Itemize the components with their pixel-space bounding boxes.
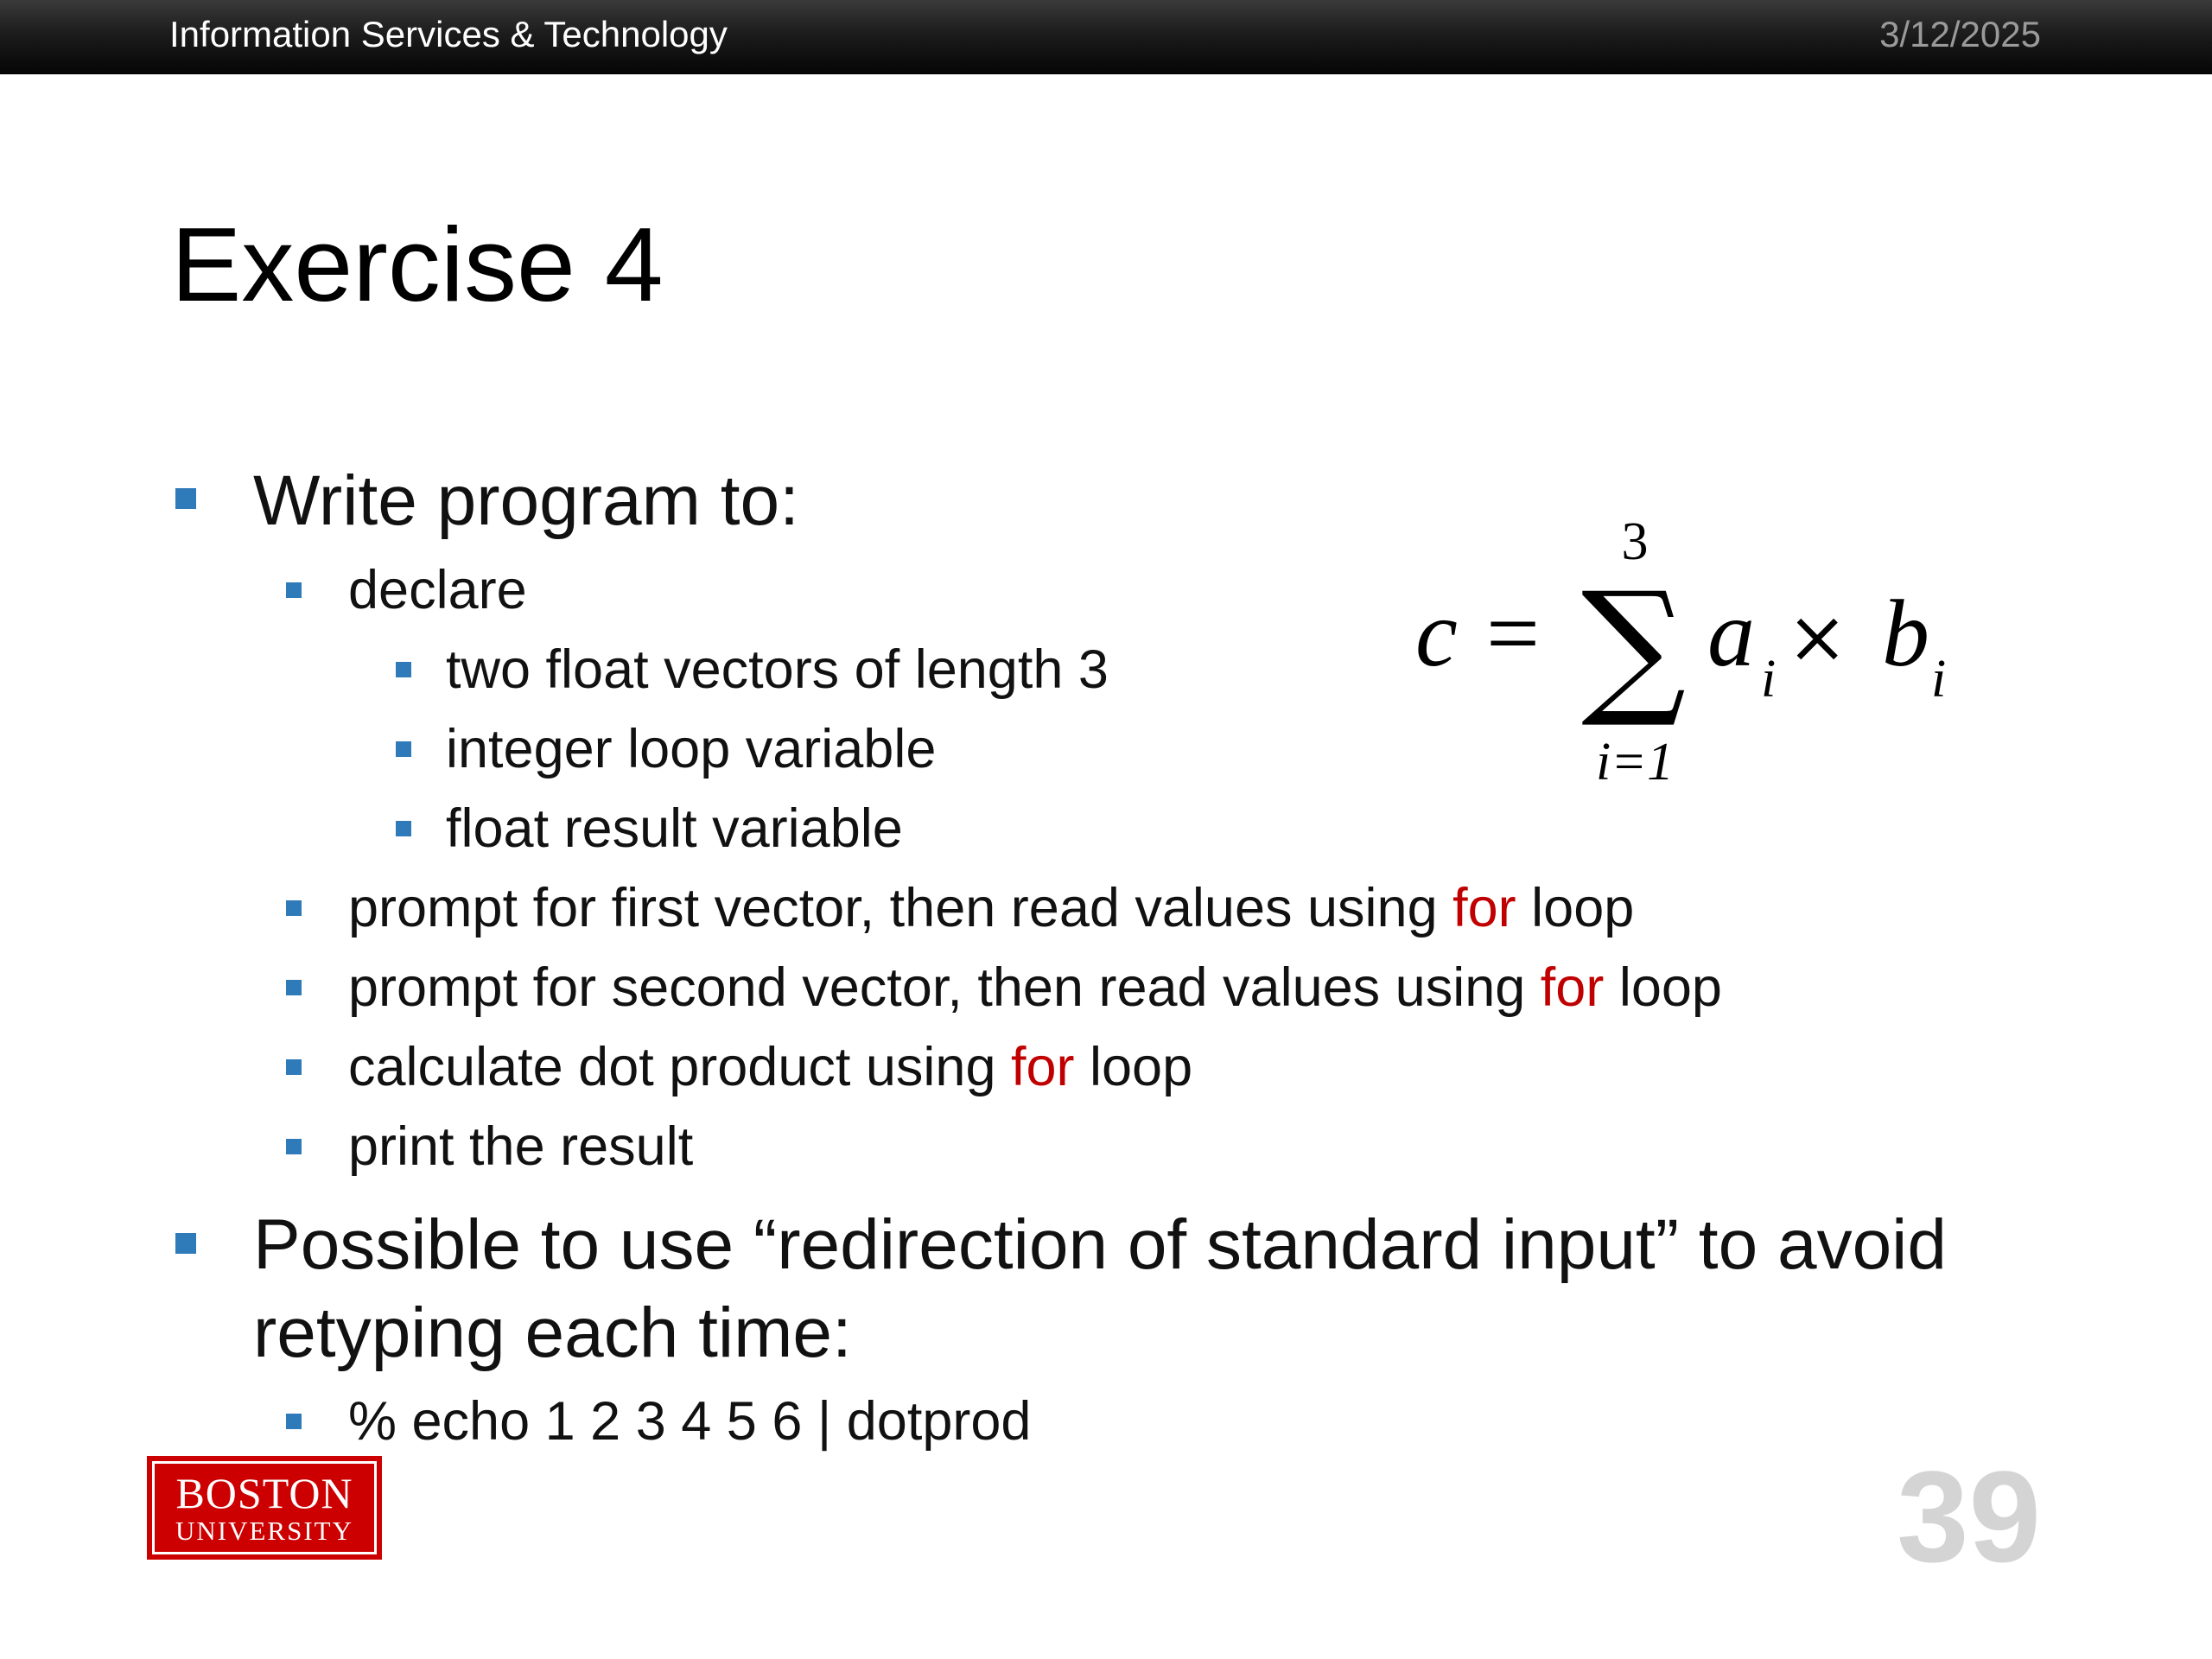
header-bar [0, 0, 2212, 74]
bullet-write-program: Write program to: [253, 461, 799, 540]
formula-lhs: c [1415, 581, 1458, 686]
text-after: loop [1516, 878, 1635, 938]
keyword-for: for [1540, 957, 1605, 1018]
bullet-marker [396, 741, 411, 757]
bullet-two-float-vectors: two float vectors of length 3 [446, 639, 1109, 700]
formula-times: × [1787, 594, 1848, 679]
dot-product-formula [1408, 501, 1970, 795]
boston-university-logo [147, 1456, 382, 1560]
text-before: prompt for first vector, then read values using [348, 878, 1453, 938]
text-after: loop [1074, 1037, 1193, 1097]
bullet-marker [175, 1233, 196, 1254]
header-organization: Information Services & Technology [169, 14, 728, 54]
bullet-marker [286, 980, 302, 995]
slide-title: Exercise 4 [171, 206, 664, 323]
formula-term-a: a [1707, 581, 1755, 686]
text-before: prompt for second vector, then read values using [348, 957, 1541, 1018]
bullet-marker [396, 662, 411, 677]
formula-subscript-b: i [1931, 650, 1947, 709]
formula-sigma: ∑ [1581, 561, 1687, 732]
bullet-echo-command: % echo 1 2 3 4 5 6 | dotprod [348, 1391, 1032, 1452]
bullet-marker [286, 582, 302, 598]
bullet-marker [396, 821, 411, 836]
keyword-for: for [1010, 1037, 1075, 1097]
bullet-marker [286, 1059, 302, 1075]
formula-upper-limit: 3 [1621, 512, 1649, 571]
logo-line2: UNIVERSITY [175, 1516, 353, 1546]
logo-line1: BOSTON [175, 1469, 353, 1517]
bullet-print-result: print the result [348, 1116, 694, 1177]
bullet-marker [286, 1139, 302, 1154]
formula-subscript-a: i [1761, 650, 1777, 709]
bullet-marker [286, 1414, 302, 1429]
bullet-redirection-line2: retyping each time: [253, 1294, 852, 1372]
bullet-marker [286, 900, 302, 916]
formula-term-b: b [1882, 581, 1929, 686]
bullet-integer-loop-variable: integer loop variable [446, 719, 937, 779]
slide-number: 39 [1897, 1444, 2041, 1589]
keyword-for: for [1452, 878, 1516, 938]
formula-lower-limit: i=1 [1595, 733, 1675, 791]
bullet-declare: declare [348, 560, 527, 620]
logo-wordmark [149, 1459, 379, 1557]
bullet-marker [175, 488, 196, 509]
header-date: 3/12/2025 [1879, 14, 2041, 54]
text-before: calculate dot product using [348, 1037, 1011, 1097]
bullet-redirection-line1: Possible to use “redirection of standard input” to avoid [253, 1205, 1947, 1284]
formula-equals: = [1486, 581, 1541, 686]
bullet-prompt-first-vector [348, 874, 1634, 943]
bullet-calculate-dot-product [348, 1033, 1192, 1102]
bullet-float-result-variable: float result variable [446, 798, 903, 859]
bullet-prompt-second-vector [348, 953, 1722, 1022]
text-after: loop [1604, 957, 1722, 1018]
